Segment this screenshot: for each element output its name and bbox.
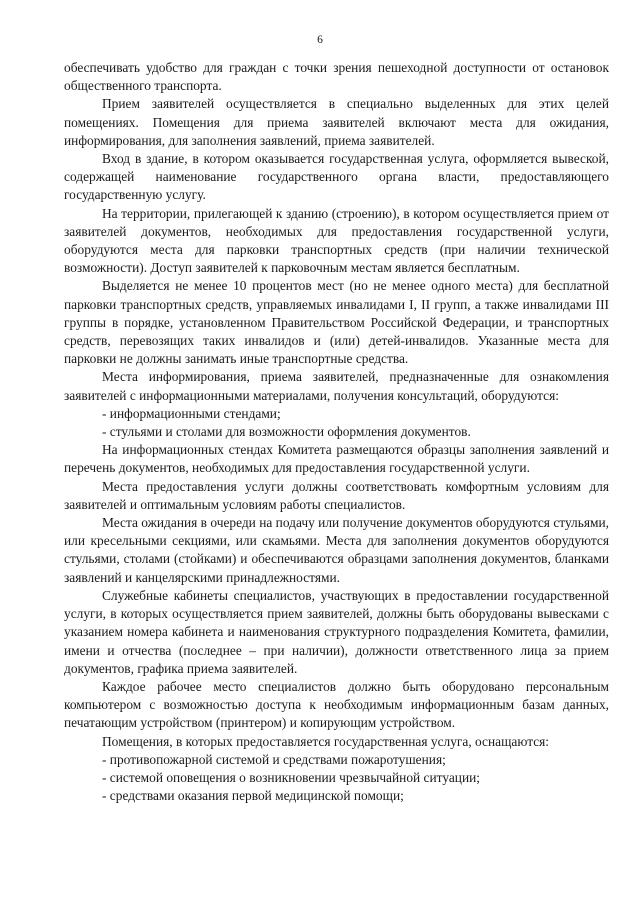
paragraph: Каждое рабочее место специалистов должно быть оборудовано персональным компьютером с возможностью доступа к необходимым информационным базам данных, печатающим устройством (принтером) и копирующим устройством. xyxy=(64,678,609,731)
page-number: 6 xyxy=(317,34,323,46)
paragraph: Помещения, в которых предоставляется государственная услуга, оснащаются: xyxy=(102,733,550,749)
paragraph: Места предоставления услуги должны соответствовать комфортным условиям для заявителей и оптимальным условиям работы специалистов. xyxy=(64,478,609,512)
list-item: - средствами оказания первой медицинской помощи; xyxy=(102,788,404,804)
list-item: - противопожарной системой и средствами пожаротушения; xyxy=(102,751,446,767)
list-item: - системой оповещения о возникновении чрезвычайной ситуации; xyxy=(102,769,480,785)
paragraph: Выделяется не менее 10 процентов мест (но не менее одного места) для бесплатной парковки транспортных средств, управляемых инвалидами I, II групп, а также инвалидами III группы в порядке, установленном Правительством Российской Федерации, и транспортных средств, перевозящих таких инвалидов и (или) детей-инвалидов. Указанные места для парковки не должны занимать иные транспортные средства. xyxy=(64,278,609,367)
body-text xyxy=(64,59,609,805)
list-item: - информационными стендами; xyxy=(102,405,281,421)
paragraph: Места ожидания в очереди на подачу или получение документов оборудуются стульями, или кресельными секциями, или скамьями. Места для заполнения документов оборудуются стульями, столами (стойками) и обеспечиваются образцами заполнения документов, бланками заявлений и канцелярскими принадлежностями. xyxy=(64,515,609,585)
paragraph: На территории, прилегающей к зданию (строению), в котором осуществляется прием от заявителей документов, необходимых для предоставления государственной услуги, оборудуются места для парковки транспортных средств (при наличии технической возможности). Доступ заявителей к парковочным местам является бесплатным. xyxy=(64,205,609,276)
list-item: - стульями и столами для возможности оформления документов. xyxy=(102,424,471,440)
paragraph: обеспечивать удобство для граждан с точки зрения пешеходной доступности от остановок общественного транспорта. xyxy=(64,60,609,94)
paragraph: Вход в здание, в котором оказывается государственная услуга, оформляется вывеской, содержащей наименование государственного органа власти, предоставляющего государственную услугу. xyxy=(64,151,609,203)
paragraph: Служебные кабинеты специалистов, участвующих в предоставлении государственной услуги, в которых осуществляется прием заявителей, должны быть оборудованы вывесками с указанием номера кабинета и наименования структурного подразделения Комитета, фамилии, имени и отчества (последнее – при наличии), должности ответственного лица за прием документов, графика приема заявителей. xyxy=(64,587,609,676)
paragraph: Прием заявителей осуществляется в специально выделенных для этих целей помещениях. Помещения для приема заявителей включают места для ожидания, информирования, для заполнения заявлений, приема заявителей. xyxy=(64,96,609,148)
paragraph: На информационных стендах Комитета размещаются образцы заполнения заявлений и перечень документов, необходимых для предоставления государственной услуги. xyxy=(64,442,609,476)
paragraph: Места информирования, приема заявителей, предназначенные для ознакомления заявителей с информационными материалами, получения консультаций, оборудуются: xyxy=(64,369,609,403)
